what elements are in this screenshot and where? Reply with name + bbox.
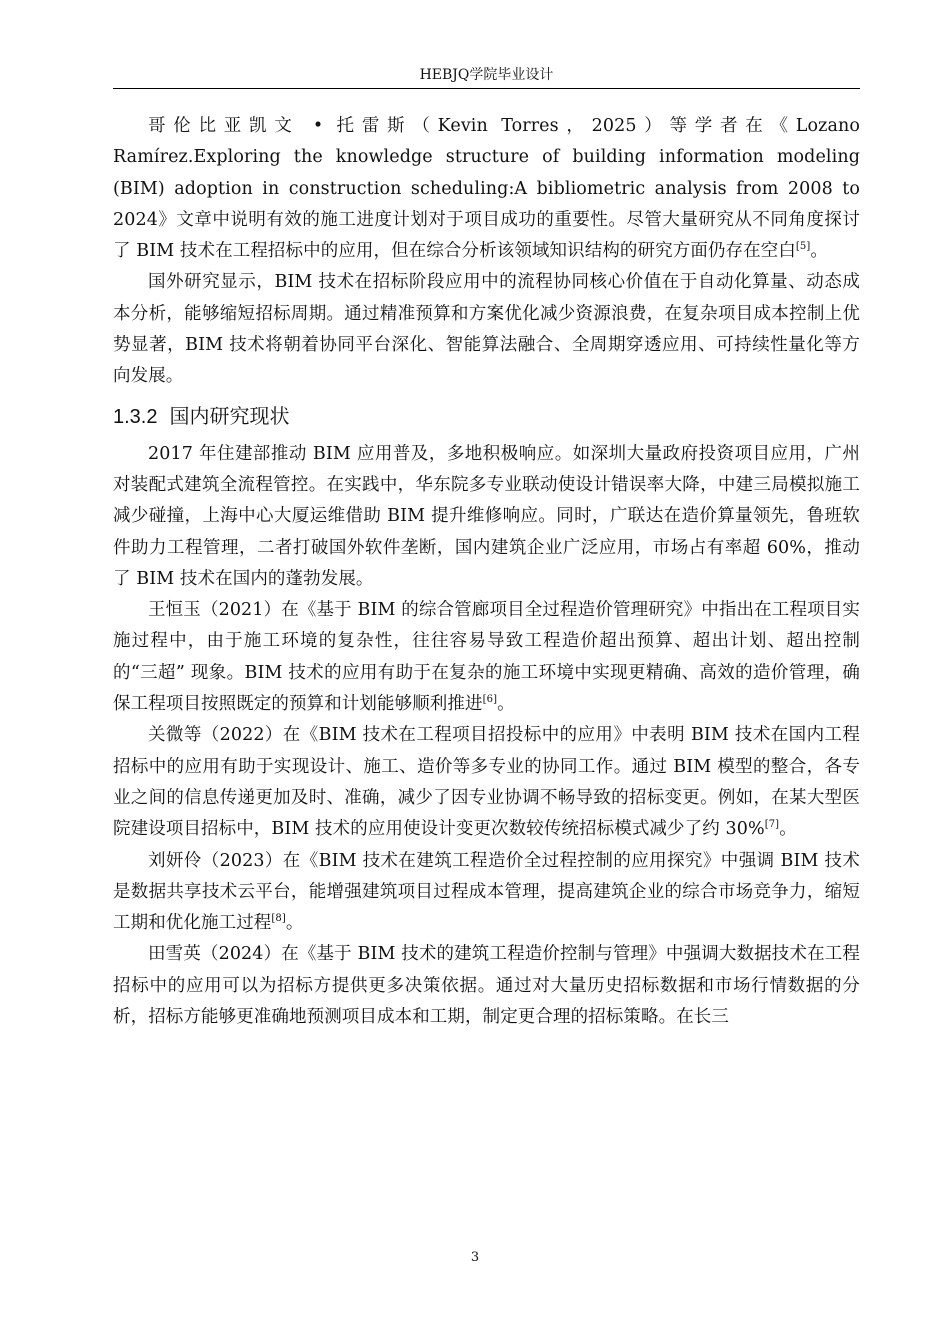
section-number: 1.3.2 (113, 405, 158, 428)
citation-7: [7] (764, 819, 780, 831)
page-body (113, 111, 860, 1033)
citation-8: [8] (271, 913, 286, 925)
paragraph-liu-yanling: 刘妍伶（2023）在《BIM 技术在建筑工程造价全过程控制的应用探究》中强调 BIM 技术是数据共享技术云平台，能增强建筑项目过程成本管理，提高建筑企业的综合市场竞争力，缩短工期和优化施工过程[8]。 (113, 850, 860, 934)
paragraph-guan-wei: 关微等（2022）在《BIM 技术在工程项目招投标中的应用》中表明 BIM 技术在国内工程招标中的应用有助于实现设计、施工、造价等多专业的协同工作。通过 BIM 模型的整合，各专业之间的信息传递更加及时、准确，减少了因专业协调不畅导致的招标变更。例如，在某大型医院建设项目招标中，BIM 技术的应用使设计变更次数较传统招标模式减少了约 30%[7]。 (113, 725, 860, 840)
header-title: HEBJQ学院毕业设计 (419, 67, 554, 83)
section-heading (113, 401, 860, 433)
page-number: 3 (470, 1250, 480, 1265)
section-title: 国内研究现状 (169, 403, 290, 428)
citation-6: [6] (482, 694, 498, 706)
paragraph-kevin-torres: 哥伦比亚凯文 • 托雷斯（Kevin Torres，2025）等学者在《Lozano Ramírez.Exploring the knowledge structure of building information modeling (BIM) adoption in construction scheduling:A bibliometric analysis from 2008 to 2024》文章中说明有效的施工进度计划对于项目成功的重要性。尽管大量研究从不同角度探讨了 BIM 技术在工程招标中的应用，但在综合分析该领域知识结构的研究方面仍存在空白[5]。 (113, 116, 860, 262)
paragraph-tian-xueying: 田雪英（2024）在《基于 BIM 技术的建筑工程造价控制与管理》中强调大数据技术在工程招标中的应用可以为招标方提供更多决策依据。通过对大量历史招标数据和市场行情数据的分析，招标方能够更准确地预测项目成本和工期，制定更合理的招标策略。在长三 (113, 944, 860, 1028)
citation-5: [5] (795, 241, 811, 253)
paragraph-domestic-2017: 2017 年住建部推动 BIM 应用普及，多地积极响应。如深圳大量政府投资项目应用，广州对装配式建筑全流程管控。在实践中，华东院多专业联动使设计错误率大降，中建三局模拟施工减少碰撞，上海中心大厦运维借助 BIM 提升维修响应。同时，广联达在造价算量领先，鲁班软件助力工程管理，二者打破国外软件垄断，国内建筑企业广泛应用，市场占有率超 60%，推动了 BIM 技术在国内的蓬勃发展。 (113, 443, 860, 589)
paragraph-foreign-research: 国外研究显示，BIM 技术在招标阶段应用中的流程协同核心价值在于自动化算量、动态成本分析，能够缩短招标周期。通过精准预算和方案优化减少资源浪费，在复杂项目成本控制上优势显著，BIM 技术将朝着协同平台深化、智能算法融合、全周期穿透应用、可持续性量化等方向发展。 (113, 272, 860, 387)
paragraph-wang-hengyu: 王恒玉（2021）在《基于 BIM 的综合管廊项目全过程造价管理研究》中指出在工程项目实施过程中，由于施工环境的复杂性，往往容易导致工程造价超出预算、超出计划、超出控制的“三超” 现象。BIM 技术的应用有助于在复杂的施工环境中实现更精确、高效的造价管理，确保工程项目按照既定的预算和计划能够顺利推进[6]。 (113, 600, 860, 715)
page-header (113, 64, 860, 89)
